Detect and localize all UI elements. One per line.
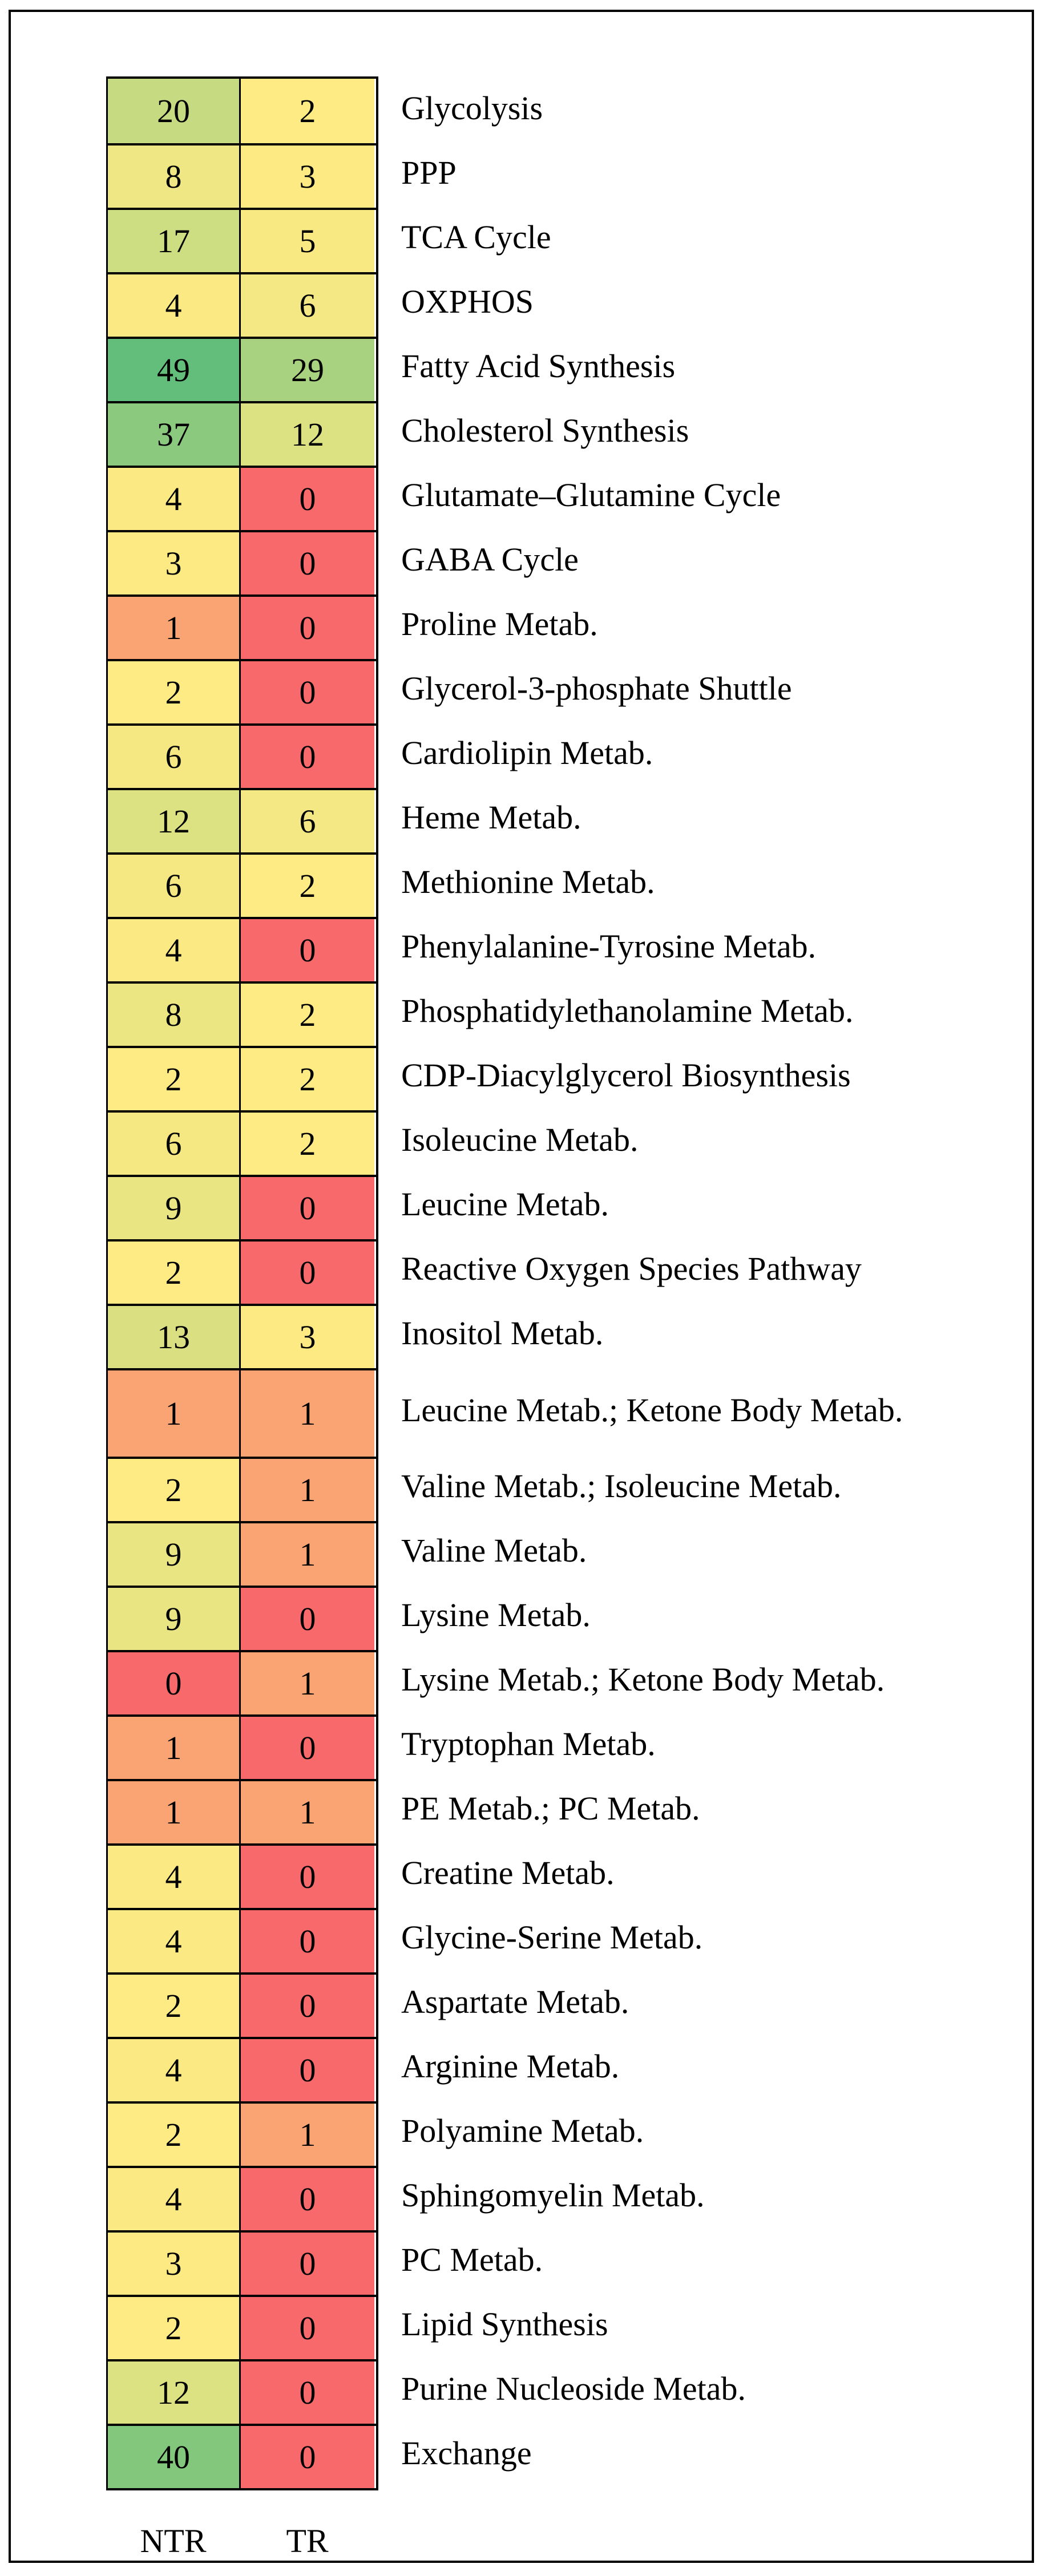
heatmap-row [108, 1650, 376, 1714]
pathway-label: Sphingomyelin Metab. [401, 2177, 705, 2214]
heatmap-row [108, 723, 376, 788]
cell-ntr: 8 [108, 984, 241, 1046]
cell-tr: 2 [241, 79, 374, 143]
heatmap-row [108, 530, 376, 595]
pathway-label: Leucine Metab.; Ketone Body Metab. [401, 1391, 903, 1429]
pathway-label: Leucine Metab. [401, 1186, 609, 1223]
cell-tr: 2 [241, 1113, 374, 1175]
cell-tr: 0 [241, 2168, 374, 2230]
heatmap-row [108, 2101, 376, 2166]
cell-ntr: 1 [108, 1717, 241, 1779]
cell-ntr: 4 [108, 274, 241, 337]
pathway-label: Lysine Metab. [401, 1596, 591, 1634]
cell-ntr: 9 [108, 1588, 241, 1650]
pathway-label: Glycolysis [401, 90, 543, 127]
cell-tr: 2 [241, 984, 374, 1046]
pathway-label: Inositol Metab. [401, 1315, 604, 1352]
pathway-label: Lipid Synthesis [401, 2306, 608, 2343]
pathway-label: GABA Cycle [401, 541, 579, 579]
heatmap-row [108, 466, 376, 530]
pathway-label: Exchange [401, 2435, 532, 2472]
pathway-labels [401, 76, 1023, 2486]
heatmap-row [108, 2424, 376, 2488]
cell-ntr: 37 [108, 403, 241, 466]
heatmap-row [108, 1110, 376, 1175]
cell-ntr: 2 [108, 1048, 241, 1110]
heatmap-row [108, 2037, 376, 2101]
heatmap-row [108, 79, 376, 143]
heatmap-row [108, 337, 376, 401]
heatmap-row [108, 2230, 376, 2295]
heatmap-row [108, 1972, 376, 2037]
cell-tr: 3 [241, 145, 374, 208]
cell-ntr: 40 [108, 2426, 241, 2488]
cell-ntr: 12 [108, 2361, 241, 2424]
pathway-label: OXPHOS [401, 283, 534, 321]
pathway-label: PPP [401, 154, 457, 192]
cell-ntr: 2 [108, 1459, 241, 1521]
cell-ntr: 4 [108, 2039, 241, 2101]
heatmap-row [108, 1714, 376, 1779]
column-label-tr: TR [286, 2522, 329, 2559]
heatmap-row [108, 1239, 376, 1304]
cell-tr: 29 [241, 339, 374, 401]
heatmap-row [108, 1175, 376, 1239]
heatmap-row [108, 272, 376, 337]
cell-tr: 5 [241, 210, 374, 272]
cell-ntr: 12 [108, 790, 241, 852]
pathway-label: Cardiolipin Metab. [401, 734, 653, 772]
heatmap-row [108, 1368, 376, 1457]
heatmap-row [108, 2359, 376, 2424]
pathway-label: Valine Metab.; Isoleucine Metab. [401, 1467, 842, 1505]
heatmap-row [108, 917, 376, 981]
pathway-label: Arginine Metab. [401, 2048, 620, 2085]
cell-tr: 1 [241, 1652, 374, 1714]
cell-ntr: 13 [108, 1306, 241, 1368]
cell-tr: 6 [241, 274, 374, 337]
cell-tr: 1 [241, 1523, 374, 1586]
cell-tr: 0 [241, 2039, 374, 2101]
cell-tr: 0 [241, 1717, 374, 1779]
pathway-label: Phenylalanine-Tyrosine Metab. [401, 928, 817, 965]
cell-ntr: 20 [108, 79, 241, 143]
pathway-label: PC Metab. [401, 2241, 543, 2279]
cell-tr: 1 [241, 1459, 374, 1521]
cell-ntr: 4 [108, 1910, 241, 1972]
cell-tr: 1 [241, 1370, 374, 1457]
pathway-label: PE Metab.; PC Metab. [401, 1790, 700, 1827]
cell-tr: 0 [241, 2233, 374, 2295]
heatmap-row [108, 2166, 376, 2230]
cell-tr: 0 [241, 1588, 374, 1650]
cell-ntr: 3 [108, 2233, 241, 2295]
cell-tr: 0 [241, 2426, 374, 2488]
cell-ntr: 4 [108, 468, 241, 530]
pathway-label: TCA Cycle [401, 219, 551, 256]
cell-ntr: 3 [108, 532, 241, 595]
cell-ntr: 4 [108, 1846, 241, 1908]
heatmap-row [108, 1304, 376, 1368]
cell-ntr: 9 [108, 1177, 241, 1239]
heatmap-row [108, 1457, 376, 1521]
cell-ntr: 4 [108, 2168, 241, 2230]
heatmap-row [108, 852, 376, 917]
pathway-label: Aspartate Metab. [401, 1983, 629, 2021]
cell-ntr: 8 [108, 145, 241, 208]
pathway-label: Tryptophan Metab. [401, 1725, 656, 1763]
cell-tr: 1 [241, 1781, 374, 1843]
pathway-label: Glutamate–Glutamine Cycle [401, 476, 781, 514]
cell-tr: 2 [241, 855, 374, 917]
cell-ntr: 49 [108, 339, 241, 401]
cell-tr: 0 [241, 661, 374, 723]
cell-ntr: 2 [108, 1975, 241, 2037]
column-label-ntr: NTR [140, 2522, 207, 2559]
pathway-label: Phosphatidylethanolamine Metab. [401, 992, 854, 1030]
heatmap-row [108, 788, 376, 852]
heatmap-grid [106, 76, 378, 2490]
pathway-label: Creatine Metab. [401, 1854, 615, 1892]
pathway-label: Glycine-Serine Metab. [401, 1919, 703, 1956]
pathway-label: Fatty Acid Synthesis [401, 347, 676, 385]
cell-ntr: 2 [108, 1242, 241, 1304]
cell-ntr: 17 [108, 210, 241, 272]
heatmap-row [108, 1586, 376, 1650]
pathway-label: Isoleucine Metab. [401, 1121, 639, 1159]
cell-ntr: 1 [108, 1370, 241, 1457]
heatmap-row [108, 1908, 376, 1972]
heatmap-row [108, 659, 376, 723]
cell-tr: 0 [241, 726, 374, 788]
heatmap-row [108, 1843, 376, 1908]
cell-ntr: 4 [108, 919, 241, 981]
cell-tr: 6 [241, 790, 374, 852]
cell-tr: 12 [241, 403, 374, 466]
cell-tr: 2 [241, 1048, 374, 1110]
cell-tr: 0 [241, 1177, 374, 1239]
pathway-label: Valine Metab. [401, 1532, 587, 1570]
cell-ntr: 2 [108, 2104, 241, 2166]
heatmap-row [108, 1046, 376, 1110]
heatmap-row [108, 143, 376, 208]
cell-tr: 0 [241, 532, 374, 595]
heatmap-row [108, 1521, 376, 1586]
pathway-label: Glycerol-3-phosphate Shuttle [401, 670, 792, 707]
cell-ntr: 1 [108, 1781, 241, 1843]
heatmap-row [108, 595, 376, 659]
pathway-label: Reactive Oxygen Species Pathway [401, 1250, 862, 1288]
cell-ntr: 6 [108, 726, 241, 788]
cell-ntr: 2 [108, 661, 241, 723]
heatmap-row [108, 208, 376, 272]
cell-ntr: 2 [108, 2297, 241, 2359]
cell-ntr: 6 [108, 1113, 241, 1175]
pathway-label: Methionine Metab. [401, 863, 655, 901]
heatmap-row [108, 1779, 376, 1843]
cell-tr: 0 [241, 2361, 374, 2424]
heatmap-row [108, 401, 376, 466]
heatmap-row [108, 2295, 376, 2359]
cell-tr: 0 [241, 2297, 374, 2359]
pathway-label: Proline Metab. [401, 605, 598, 643]
cell-tr: 0 [241, 468, 374, 530]
cell-tr: 1 [241, 2104, 374, 2166]
pathway-label: Cholesterol Synthesis [401, 412, 689, 450]
cell-ntr: 1 [108, 597, 241, 659]
cell-tr: 0 [241, 1242, 374, 1304]
pathway-label: Heme Metab. [401, 799, 581, 836]
cell-ntr: 9 [108, 1523, 241, 1586]
cell-ntr: 6 [108, 855, 241, 917]
cell-tr: 3 [241, 1306, 374, 1368]
pathway-label: Purine Nucleoside Metab. [401, 2370, 746, 2408]
pathway-label: Polyamine Metab. [401, 2112, 644, 2150]
cell-tr: 0 [241, 919, 374, 981]
cell-tr: 0 [241, 1975, 374, 2037]
heatmap-row [108, 981, 376, 1046]
pathway-label: Lysine Metab.; Ketone Body Metab. [401, 1661, 885, 1699]
cell-ntr: 0 [108, 1652, 241, 1714]
column-labels [106, 2522, 374, 2560]
pathway-label: CDP-Diacylglycerol Biosynthesis [401, 1057, 851, 1094]
cell-tr: 0 [241, 1846, 374, 1908]
cell-tr: 0 [241, 1910, 374, 1972]
cell-tr: 0 [241, 597, 374, 659]
